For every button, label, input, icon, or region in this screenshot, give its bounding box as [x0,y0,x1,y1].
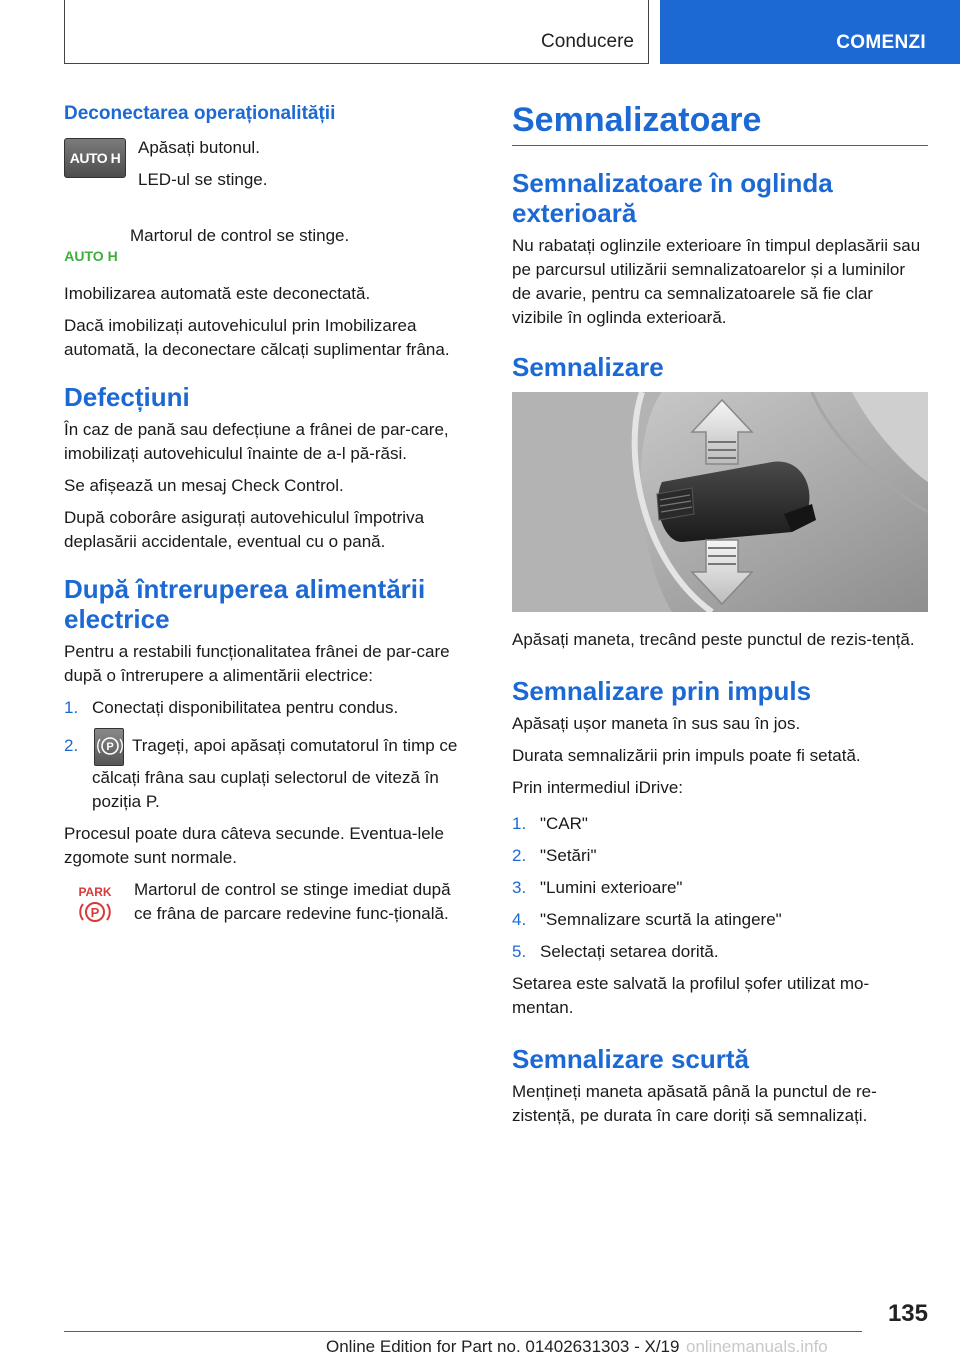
heading-short-signaling: Semnalizare scurtă [512,1044,750,1074]
paragraph: Prin intermediul iDrive: [512,778,683,797]
list-item: 3. "Lumini exterioare" [512,878,683,897]
paragraph: Se afișează un mesaj Check Control. [64,476,344,495]
page-number: 135 [887,1300,928,1327]
paragraph: Dacă imobilizați autovehiculul prin Imobilizarea automată, la deconectare călcați suplimentar frâna. [64,316,450,359]
paragraph: Durata semnalizării prin impuls poate fi setată. [512,746,861,765]
paragraph: Setarea este salvată la profilul șofer utilizat mo-mentan. [512,974,870,1017]
park-indicator-icon: PARK P [78,884,112,920]
heading-deactivate: Deconectarea operaționalității [64,103,336,124]
heading-power-interruption: După întreruperea alimentării electrice [64,574,426,634]
list-item: 2. P Trageți, apoi apăsați comutatorul în timp ce călcați frâna sau cuplați selectorul de viteză în poziția P. [64,734,466,814]
footer-divider [64,1331,862,1332]
paragraph: LED-ul se stinge. [138,170,268,189]
right-column [512,98,928,1136]
svg-text:P: P [90,904,100,920]
list-item: 4. "Semnalizare scurtă la atingere" [512,910,782,929]
autoh-button-row [64,136,466,200]
parking-brake-switch-icon [94,728,124,766]
heading-malfunction: Defecțiuni [64,382,190,412]
paragraph: Apăsați maneta, trecând peste punctul de rezis-tență. [512,630,915,649]
paragraph: Imobilizarea automată este deconectată. [64,284,371,303]
list-item: 2. "Setări" [512,846,597,865]
autoh-indicator-icon: AUTO H [64,248,118,264]
left-column [64,98,466,942]
paragraph: După coborâre asigurați autovehiculul împotriva deplasării accidentale, eventual cu o pană. [64,508,425,551]
header-chapter-label: COMENZI [836,32,926,53]
section-title: Semnalizatoare [512,98,928,146]
paragraph: Apăsați ușor maneta în sus sau în jos. [512,714,801,733]
heading-signaling: Semnalizare [512,352,664,382]
paragraph: Mențineți maneta apăsată până la punctul de re-zistență, pe durata în care doriți să semnalizați. [512,1082,877,1125]
paragraph: Nu rabatați oglinzile exterioare în timpul deplasării sau pe parcursul utilizării semnalizatoarelor și a luminilor de avarie, pentru ca semnalizatoarele să fie clar vizibile în oglinda exterioară. [512,236,921,327]
paragraph: Martorul de control se stinge imediat după ce frâna de parcare redevine func-țională. [134,880,451,923]
paragraph: În caz de pană sau defecțiune a frânei de par-care, imobilizați autovehiculul înainte de a-l pă-răsi. [64,420,449,463]
header-chapter-tab[interactable] [660,0,960,64]
autoh-button-icon: AUTO H [64,138,126,178]
paragraph: Pentru a restabili funcționalitatea frânei de par-care după o întrerupere a alimentării electrice: [64,642,450,685]
right-step-list [512,812,928,964]
svg-text:P: P [106,741,114,753]
paragraph: Martorul de control se stinge. [130,226,350,245]
left-step-list [64,696,466,814]
header-section-box [64,0,649,64]
paragraph: Apăsați butonul. [138,138,260,157]
heading-mirror-indicators: Semnalizatoare în oglinda exterioară [512,168,833,228]
paragraph: Procesul poate dura câteva secunde. Eventua-lele zgomote sunt normale. [64,824,444,867]
list-item: 1. "CAR" [512,814,588,833]
park-indicator-row [64,878,466,934]
list-item: 1. Conectați disponibilitatea pentru condus. [64,698,399,717]
footer-edition: Online Edition for Part no. 01402631303 - X/19 [326,1337,680,1356]
footer-watermark: onlinemanuals.info [686,1337,828,1356]
turn-signal-lever-image [512,392,928,612]
heading-impulse-signaling: Semnalizare prin impuls [512,676,812,706]
list-item: 5. Selectați setarea dorită. [512,942,719,961]
header-section-title: Conducere [541,31,634,52]
autoh-indicator-row [64,214,466,270]
